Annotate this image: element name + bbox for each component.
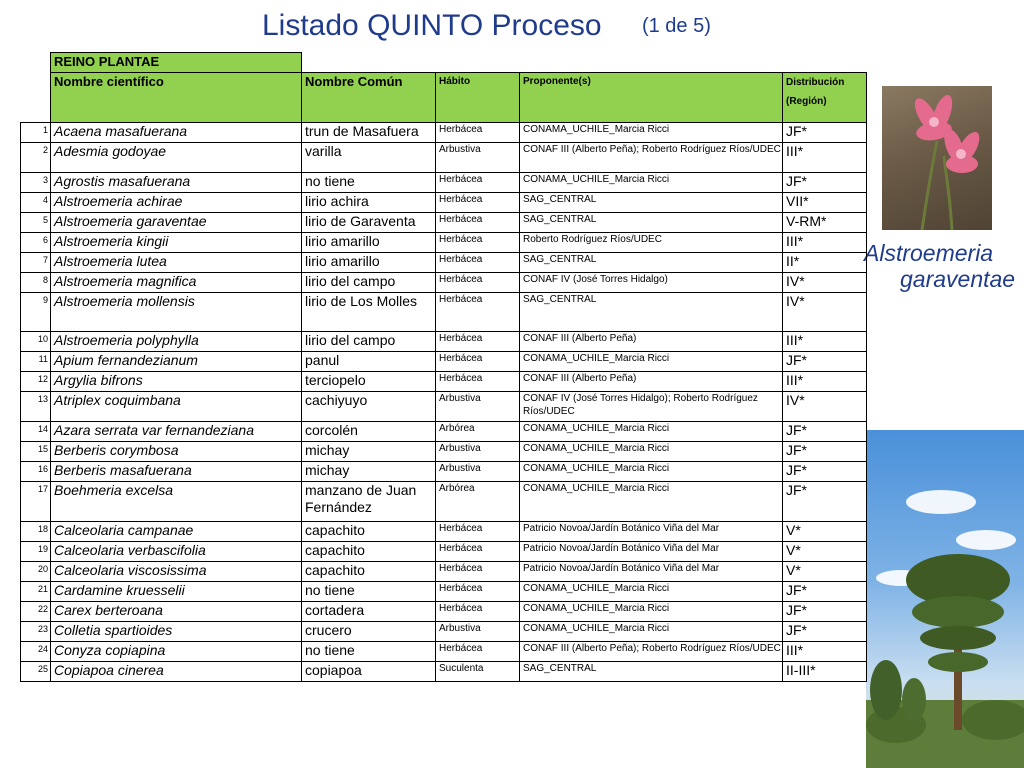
cell-common-name: varilla bbox=[302, 143, 436, 173]
table-row bbox=[21, 193, 867, 213]
table-row bbox=[21, 143, 867, 173]
cell-distribution: JF* bbox=[783, 123, 867, 143]
kingdom-label: REINO PLANTAE bbox=[51, 53, 302, 73]
row-number: 13 bbox=[21, 392, 51, 422]
row-number: 1 bbox=[21, 123, 51, 143]
cell-distribution: III* bbox=[783, 642, 867, 662]
cell-scientific-name: Acaena masafuerana bbox=[51, 123, 302, 143]
row-number: 5 bbox=[21, 213, 51, 233]
cell-common-name: no tiene bbox=[302, 173, 436, 193]
table-row bbox=[21, 482, 867, 522]
cell-distribution: V* bbox=[783, 522, 867, 542]
table-row bbox=[21, 662, 867, 682]
row-number: 10 bbox=[21, 332, 51, 352]
cell-distribution: V* bbox=[783, 562, 867, 582]
cell-habit: Arbustiva bbox=[436, 462, 520, 482]
col-habit: Hábito bbox=[436, 73, 520, 123]
table-row bbox=[21, 213, 867, 233]
cell-distribution: VII* bbox=[783, 193, 867, 213]
col-distribution: Distribución (Región) bbox=[783, 73, 867, 123]
caption-line-1: Alstroemeria bbox=[864, 240, 994, 266]
cell-common-name: lirio amarillo bbox=[302, 253, 436, 273]
cell-distribution: II* bbox=[783, 253, 867, 273]
cell-common-name: michay bbox=[302, 462, 436, 482]
cell-habit: Herbácea bbox=[436, 213, 520, 233]
table-row bbox=[21, 332, 867, 352]
cell-distribution: JF* bbox=[783, 173, 867, 193]
table-row bbox=[21, 642, 867, 662]
row-number: 2 bbox=[21, 143, 51, 173]
table-row bbox=[21, 542, 867, 562]
cell-distribution: JF* bbox=[783, 602, 867, 622]
table-row bbox=[21, 372, 867, 392]
cell-habit: Herbácea bbox=[436, 522, 520, 542]
cell-scientific-name: Alstroemeria mollensis bbox=[51, 293, 302, 332]
cell-scientific-name: Alstroemeria garaventae bbox=[51, 213, 302, 233]
cell-scientific-name: Apium fernandezianum bbox=[51, 352, 302, 372]
row-number: 21 bbox=[21, 582, 51, 602]
cell-scientific-name: Carex berteroana bbox=[51, 602, 302, 622]
table-row bbox=[21, 173, 867, 193]
row-number: 19 bbox=[21, 542, 51, 562]
species-table bbox=[20, 52, 867, 682]
cell-common-name: lirio del campo bbox=[302, 273, 436, 293]
cell-common-name: lirio amarillo bbox=[302, 233, 436, 253]
col-proponent: Proponente(s) bbox=[520, 73, 783, 123]
cell-scientific-name: Alstroemeria kingii bbox=[51, 233, 302, 253]
cell-common-name: cachiyuyo bbox=[302, 392, 436, 422]
cell-habit: Arbustiva bbox=[436, 392, 520, 422]
cell-common-name: lirio de Garaventa bbox=[302, 213, 436, 233]
cell-distribution: JF* bbox=[783, 462, 867, 482]
cell-habit: Herbácea bbox=[436, 332, 520, 352]
cell-scientific-name: Copiapoa cinerea bbox=[51, 662, 302, 682]
cell-scientific-name: Calceolaria viscosissima bbox=[51, 562, 302, 582]
cell-common-name: panul bbox=[302, 352, 436, 372]
cell-distribution: III* bbox=[783, 372, 867, 392]
cell-common-name: capachito bbox=[302, 562, 436, 582]
cell-habit: Arbustiva bbox=[436, 622, 520, 642]
cell-scientific-name: Alstroemeria lutea bbox=[51, 253, 302, 273]
cell-distribution: JF* bbox=[783, 482, 867, 522]
row-number: 23 bbox=[21, 622, 51, 642]
cell-proponent: CONAMA_UCHILE_Marcia Ricci bbox=[520, 462, 783, 482]
cell-proponent: CONAMA_UCHILE_Marcia Ricci bbox=[520, 582, 783, 602]
cell-common-name: trun de Masafuera bbox=[302, 123, 436, 143]
table-row bbox=[21, 253, 867, 273]
row-number: 16 bbox=[21, 462, 51, 482]
cell-proponent: CONAMA_UCHILE_Marcia Ricci bbox=[520, 422, 783, 442]
cell-proponent: CONAF IV (José Torres Hidalgo) bbox=[520, 273, 783, 293]
cell-habit: Herbácea bbox=[436, 372, 520, 392]
table-row bbox=[21, 422, 867, 442]
araucaria-tree-image bbox=[866, 540, 1024, 768]
group-header-row bbox=[21, 53, 867, 73]
cell-habit: Herbácea bbox=[436, 273, 520, 293]
cell-scientific-name: Adesmia godoyae bbox=[51, 143, 302, 173]
cell-distribution: IV* bbox=[783, 273, 867, 293]
cell-habit: Herbácea bbox=[436, 562, 520, 582]
cell-proponent: CONAF III (Alberto Peña) bbox=[520, 372, 783, 392]
table-row bbox=[21, 293, 867, 332]
cell-common-name: copiapoa bbox=[302, 662, 436, 682]
table-row bbox=[21, 462, 867, 482]
cell-proponent: CONAMA_UCHILE_Marcia Ricci bbox=[520, 352, 783, 372]
cell-habit: Suculenta bbox=[436, 662, 520, 682]
row-number: 14 bbox=[21, 422, 51, 442]
cell-proponent: CONAF III (Alberto Peña); Roberto Rodríguez Ríos/UDEC bbox=[520, 143, 783, 173]
row-number: 15 bbox=[21, 442, 51, 462]
row-number: 18 bbox=[21, 522, 51, 542]
col-scientific-name: Nombre científico bbox=[51, 73, 302, 123]
row-number: 20 bbox=[21, 562, 51, 582]
cell-scientific-name: Calceolaria verbascifolia bbox=[51, 542, 302, 562]
cell-proponent: CONAMA_UCHILE_Marcia Ricci bbox=[520, 482, 783, 522]
cell-common-name: no tiene bbox=[302, 582, 436, 602]
cell-common-name: crucero bbox=[302, 622, 436, 642]
row-number: 9 bbox=[21, 293, 51, 332]
cell-proponent: Patricio Novoa/Jardín Botánico Viña del Mar bbox=[520, 562, 783, 582]
cell-distribution: JF* bbox=[783, 622, 867, 642]
table-row bbox=[21, 233, 867, 253]
cell-scientific-name: Cardamine kruesselii bbox=[51, 582, 302, 602]
cell-scientific-name: Azara serrata var fernandeziana bbox=[51, 422, 302, 442]
cell-scientific-name: Calceolaria campanae bbox=[51, 522, 302, 542]
column-header-row bbox=[21, 73, 867, 123]
cell-proponent: SAG_CENTRAL bbox=[520, 213, 783, 233]
cell-common-name: lirio achira bbox=[302, 193, 436, 213]
cell-habit: Herbácea bbox=[436, 293, 520, 332]
cell-proponent: Roberto Rodríguez Ríos/UDEC bbox=[520, 233, 783, 253]
row-number: 7 bbox=[21, 253, 51, 273]
cell-proponent: SAG_CENTRAL bbox=[520, 253, 783, 273]
table-row bbox=[21, 392, 867, 422]
row-number: 3 bbox=[21, 173, 51, 193]
cell-habit: Arbórea bbox=[436, 422, 520, 442]
title-main: Listado QUINTO Proceso bbox=[262, 9, 602, 42]
caption-line-2: garaventae bbox=[900, 266, 1016, 292]
photo-caption bbox=[864, 240, 1015, 292]
table-row bbox=[21, 442, 867, 462]
cell-common-name: lirio del campo bbox=[302, 332, 436, 352]
row-number: 6 bbox=[21, 233, 51, 253]
cell-habit: Herbácea bbox=[436, 352, 520, 372]
cell-proponent: CONAMA_UCHILE_Marcia Ricci bbox=[520, 123, 783, 143]
alstroemeria-photo bbox=[882, 86, 992, 230]
cell-scientific-name: Argylia bifrons bbox=[51, 372, 302, 392]
cell-habit: Herbácea bbox=[436, 173, 520, 193]
table-row bbox=[21, 562, 867, 582]
cell-common-name: no tiene bbox=[302, 642, 436, 662]
table-row bbox=[21, 273, 867, 293]
cell-habit: Herbácea bbox=[436, 582, 520, 602]
cell-proponent: SAG_CENTRAL bbox=[520, 662, 783, 682]
cell-habit: Herbácea bbox=[436, 193, 520, 213]
cell-scientific-name: Atriplex coquimbana bbox=[51, 392, 302, 422]
cell-habit: Herbácea bbox=[436, 542, 520, 562]
cell-distribution: III* bbox=[783, 143, 867, 173]
cell-habit: Arbustiva bbox=[436, 442, 520, 462]
table-row bbox=[21, 602, 867, 622]
cell-proponent: CONAMA_UCHILE_Marcia Ricci bbox=[520, 173, 783, 193]
table-row bbox=[21, 522, 867, 542]
row-number: 8 bbox=[21, 273, 51, 293]
cell-proponent: CONAMA_UCHILE_Marcia Ricci bbox=[520, 442, 783, 462]
cell-habit: Arbórea bbox=[436, 482, 520, 522]
cell-distribution: JF* bbox=[783, 352, 867, 372]
cell-proponent: CONAF IV (José Torres Hidalgo); Roberto Rodríguez Ríos/UDEC bbox=[520, 392, 783, 422]
cell-habit: Herbácea bbox=[436, 602, 520, 622]
row-number: 12 bbox=[21, 372, 51, 392]
cell-scientific-name: Berberis corymbosa bbox=[51, 442, 302, 462]
table-row bbox=[21, 123, 867, 143]
table-row bbox=[21, 582, 867, 602]
page-indicator: (1 de 5) bbox=[641, 15, 711, 37]
cell-distribution: III* bbox=[783, 233, 867, 253]
col-common-name: Nombre Común bbox=[302, 73, 436, 123]
cell-distribution: III* bbox=[783, 332, 867, 352]
cell-common-name: manzano de Juan Fernández bbox=[302, 482, 436, 522]
cell-distribution: JF* bbox=[783, 442, 867, 462]
page-title bbox=[262, 6, 711, 46]
cell-proponent: SAG_CENTRAL bbox=[520, 193, 783, 213]
row-number: 22 bbox=[21, 602, 51, 622]
cell-distribution: JF* bbox=[783, 582, 867, 602]
cell-habit: Herbácea bbox=[436, 253, 520, 273]
cell-proponent: Patricio Novoa/Jardín Botánico Viña del Mar bbox=[520, 542, 783, 562]
cell-habit: Herbácea bbox=[436, 123, 520, 143]
cell-habit: Herbácea bbox=[436, 233, 520, 253]
cell-distribution: V* bbox=[783, 542, 867, 562]
cell-scientific-name: Berberis masafuerana bbox=[51, 462, 302, 482]
table-row bbox=[21, 622, 867, 642]
cell-common-name: capachito bbox=[302, 522, 436, 542]
cell-scientific-name: Agrostis masafuerana bbox=[51, 173, 302, 193]
cell-proponent: CONAMA_UCHILE_Marcia Ricci bbox=[520, 622, 783, 642]
cell-distribution: II-III* bbox=[783, 662, 867, 682]
cell-common-name: cortadera bbox=[302, 602, 436, 622]
cell-distribution: IV* bbox=[783, 392, 867, 422]
cell-scientific-name: Alstroemeria polyphylla bbox=[51, 332, 302, 352]
table-row bbox=[21, 352, 867, 372]
cell-scientific-name: Conyza copiapina bbox=[51, 642, 302, 662]
cell-distribution: V-RM* bbox=[783, 213, 867, 233]
cell-common-name: corcolén bbox=[302, 422, 436, 442]
cell-scientific-name: Alstroemeria magnifica bbox=[51, 273, 302, 293]
cell-scientific-name: Boehmeria excelsa bbox=[51, 482, 302, 522]
cell-scientific-name: Colletia spartioides bbox=[51, 622, 302, 642]
cell-common-name: michay bbox=[302, 442, 436, 462]
row-number: 17 bbox=[21, 482, 51, 522]
cell-common-name: terciopelo bbox=[302, 372, 436, 392]
cell-distribution: JF* bbox=[783, 422, 867, 442]
row-number: 11 bbox=[21, 352, 51, 372]
cell-proponent: Patricio Novoa/Jardín Botánico Viña del Mar bbox=[520, 522, 783, 542]
row-number: 25 bbox=[21, 662, 51, 682]
cell-common-name: capachito bbox=[302, 542, 436, 562]
cell-common-name: lirio de Los Molles bbox=[302, 293, 436, 332]
cell-proponent: SAG_CENTRAL bbox=[520, 293, 783, 332]
row-number: 4 bbox=[21, 193, 51, 213]
cell-scientific-name: Alstroemeria achirae bbox=[51, 193, 302, 213]
cell-proponent: CONAMA_UCHILE_Marcia Ricci bbox=[520, 602, 783, 622]
cell-proponent: CONAF III (Alberto Peña) bbox=[520, 332, 783, 352]
row-number: 24 bbox=[21, 642, 51, 662]
cell-habit: Arbustiva bbox=[436, 143, 520, 173]
cell-proponent: CONAF III (Alberto Peña); Roberto Rodríguez Ríos/UDEC bbox=[520, 642, 783, 662]
cell-distribution: IV* bbox=[783, 293, 867, 332]
cell-habit: Herbácea bbox=[436, 642, 520, 662]
